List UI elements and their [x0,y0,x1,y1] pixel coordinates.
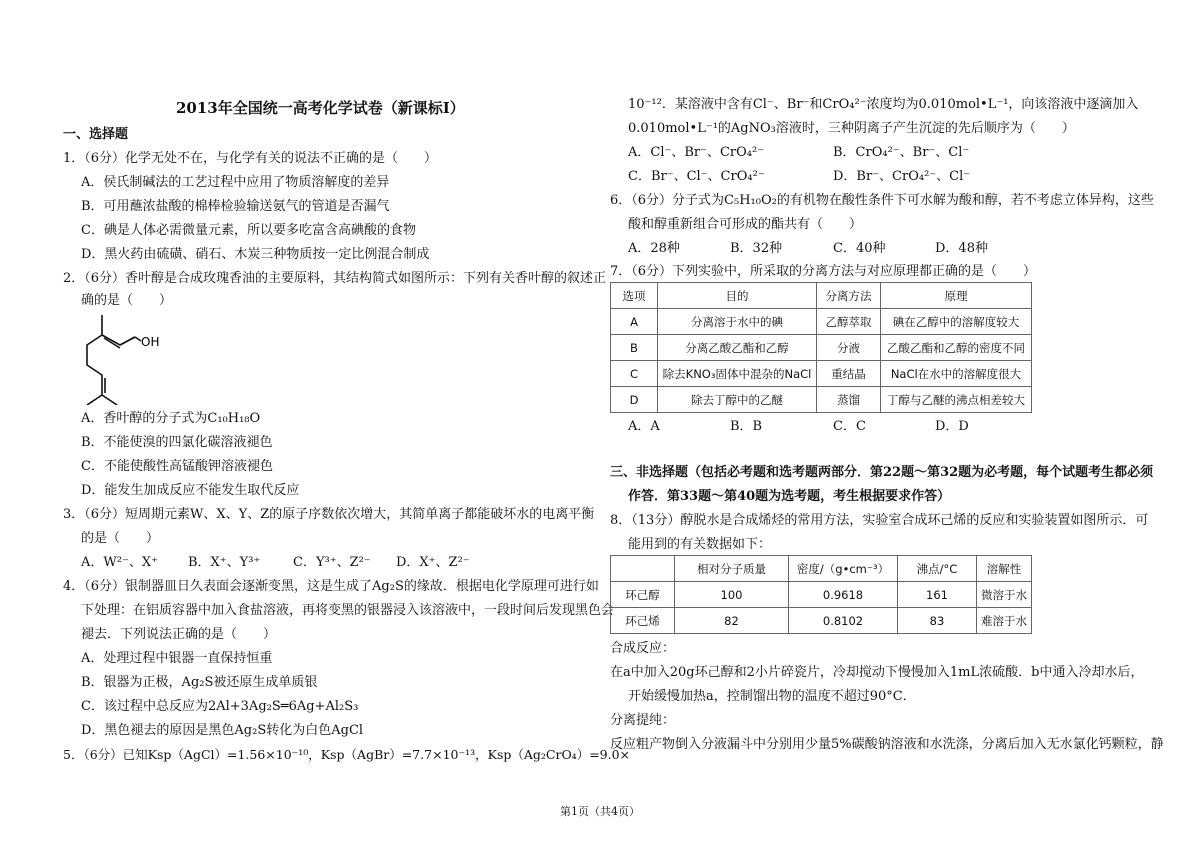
q6-stem-line2: 酸和醇重新组合可形成的酯共有（ ） [628,217,863,232]
q4-option-a: A．处理过程中银器一直保持恒重 [81,651,273,666]
geraniol-structure [75,310,185,405]
q4-option-c: C．该过程中总反应为2Al+3Ag₂S═6Ag+Al₂S₃ [81,699,359,714]
q6-option-d: D．48种 [935,241,988,256]
q4-option-b: B．银器为正极，Ag₂S被还原生成单质银 [81,675,318,690]
table-cell: B [611,335,658,361]
hydroxyl-label: OH [141,335,160,349]
q4-stem-line1: 4．（6分）银制器皿日久表面会逐渐变黑，这是生成了Ag₂S的缘故．根据电化学原理可进行如 [63,579,599,594]
q8-paragraph-1: 在a中加入20g环己醇和2小片碎瓷片，冷却搅动下慢慢加入1mL浓硫酸．b中通入冷却水后， [610,665,1144,680]
table-row [611,335,1032,361]
q7-option-c: C．C [833,419,866,434]
table-header-cell: 原理 [881,283,1032,309]
table-header-cell: 沸点/°C [898,556,977,582]
q3-option-b: B．X⁺、Y³⁺ [188,555,261,570]
q1-option-b: B．可用蘸浓盐酸的棉棒检验输送氨气的管道是否漏气 [81,199,390,214]
q1-option-a: A．侯氏制碱法的工艺过程中应用了物质溶解度的差异 [81,175,390,190]
q7-option-a: A．A [628,419,660,434]
table-cell: 分液 [817,335,881,361]
table-cell: 重结晶 [817,361,881,387]
q7-stem: 7．（6分）下列实验中，所采取的分离方法与对应原理都正确的是（ ） [610,264,1037,279]
table-header-row [611,283,1032,309]
q8-paragraph-3: 反应粗产物倒入分液漏斗中分别用少量5%碳酸钠溶液和水洗涤，分离后加入无水氯化钙颗粒，静 [610,737,1164,752]
table-cell: 环己醇 [611,582,675,608]
q3-option-d: D．X⁺、Z²⁻ [396,555,470,570]
q1-option-d: D．黑火药由硫磺、硝石、木炭三种物质按一定比例混合制成 [81,247,430,262]
table-header-cell [611,556,675,582]
q6-option-b: B．32种 [730,241,783,256]
table-cell: 82 [675,608,789,634]
page-footer: 第1页（共4页） [560,805,640,818]
q5-stem-line1: 5．（6分）已知Ksp（AgCl）=1.56×10⁻¹⁰，Ksp（AgBr）=7.7×10⁻¹³，Ksp（Ag₂CrO₄）=9.0× [63,747,631,762]
section-choice: 一、选择题 [63,127,129,142]
table-header-cell: 选项 [611,283,658,309]
table-cell: A [611,309,658,335]
table-cell: 0.9618 [789,582,898,608]
table-cell: 碘在乙醇中的溶解度较大 [881,309,1032,335]
table-cell: 环己烯 [611,608,675,634]
q5-option-c: C．Br⁻、Cl⁻、CrO₄²⁻ [628,169,765,184]
q2-stem-line2: 确的是（ ） [81,293,173,308]
table-row [611,608,1032,634]
table-cell: 难溶于水 [977,608,1032,634]
q1-stem: 1．（6分）化学无处不在，与化学有关的说法不正确的是（ ） [63,151,438,166]
q4-stem-line2: 下处理：在铝质容器中加入食盐溶液，再将变黑的银器浸入该溶液中，一段时间后发现黑色会 [81,603,615,618]
q8-paragraph-2: 开始缓慢加热a，控制馏出物的温度不超过90°C． [628,689,916,704]
table-cell: D [611,387,658,413]
table-cell: 0.8102 [789,608,898,634]
q4-stem-line3: 褪去．下列说法正确的是（ ） [81,627,277,642]
table-header-cell: 目的 [658,283,817,309]
q3-stem-line2: 的是（ ） [81,531,160,546]
q8-heading-purification: 分离提纯： [610,713,676,728]
q2-option-b: B．不能使溴的四氯化碳溶液褪色 [81,435,273,450]
section-nonchoice-line2: 作答．第33题～第40题为选考题，考生根据要求作答） [628,489,951,504]
q5-option-b: B．CrO₄²⁻、Br⁻、Cl⁻ [833,145,970,160]
q6-stem-line1: 6．（6分）分子式为C₅H₁₀O₂的有机物在酸性条件下可水解为酸和醇，若不考虑立体异构，这些 [610,193,1154,208]
table-cell: 丁醇与乙醚的沸点相差较大 [881,387,1032,413]
q4-option-d: D．黑色褪去的原因是黑色Ag₂S转化为白色AgCl [81,723,364,738]
table-header-cell: 相对分子质量 [675,556,789,582]
section-nonchoice-line1: 三、非选择题（包括必考题和选考题两部分．第22题～第32题为必考题，每个试题考生都必须 [610,465,1154,480]
q2-option-a: A．香叶醇的分子式为C₁₀H₁₈O [81,411,261,426]
table-row [611,309,1032,335]
q5-option-d: D．Br⁻、CrO₄²⁻、Cl⁻ [833,169,971,184]
table-cell: 乙醇萃取 [817,309,881,335]
q3-option-a: A．W²⁻、X⁺ [81,555,158,570]
q8-stem-line1: 8．（13分）醇脱水是合成烯烃的常用方法，实验室合成环己烯的反应和实验装置如图所示．可 [610,513,1149,528]
table-cell: 除去丁醇中的乙醚 [658,387,817,413]
q7-table [610,282,1032,413]
q1-option-c: C．碘是人体必需微量元素，所以要多吃富含高碘酸的食物 [81,223,416,238]
q2-option-d: D．能发生加成反应不能发生取代反应 [81,483,300,498]
q5-option-a: A．Cl⁻、Br⁻、CrO₄²⁻ [628,145,765,160]
table-header-cell: 溶解性 [977,556,1032,582]
q7-option-d: D．D [935,419,969,434]
table-cell: 分离乙酸乙酯和乙醇 [658,335,817,361]
table-cell: 乙酸乙酯和乙醇的密度不同 [881,335,1032,361]
q8-heading-synthesis: 合成反应： [610,641,676,656]
q8-data-table [610,555,1032,634]
table-row [611,387,1032,413]
table-row [611,361,1032,387]
q8-stem-line2: 能用到的有关数据如下： [628,537,772,552]
q2-option-c: C．不能使酸性高锰酸钾溶液褪色 [81,459,273,474]
table-header-cell: 密度/（g•cm⁻³） [789,556,898,582]
q6-option-a: A．28种 [628,241,680,256]
table-row [611,582,1032,608]
table-cell: 分离溶于水中的碘 [658,309,817,335]
table-cell: 除去KNO₃固体中混杂的NaCl [658,361,817,387]
table-cell: 100 [675,582,789,608]
q5-stem-line2: 10⁻¹²．某溶液中含有Cl⁻、Br⁻和CrO₄²⁻浓度均为0.010mol•L⁻¹，向该溶液中逐滴加入 [628,97,1139,112]
table-cell: NaCl在水中的溶解度很大 [881,361,1032,387]
q3-stem-line1: 3．（6分）短周期元素W、X、Y、Z的原子序数依次增大，其简单离子都能破坏水的电离平衡 [63,507,595,522]
page-title: 2013年全国统一高考化学试卷（新课标I） [176,99,465,117]
table-header-row [611,556,1032,582]
q3-option-c: C．Y³⁺、Z²⁻ [293,555,371,570]
q6-option-c: C．40种 [833,241,886,256]
q2-stem-line1: 2．（6分）香叶醇是合成玫瑰香油的主要原料，其结构简式如图所示：下列有关香叶醇的叙述正 [63,271,607,286]
table-cell: 蒸馏 [817,387,881,413]
table-cell: C [611,361,658,387]
table-cell: 微溶于水 [977,582,1032,608]
q7-option-b: B．B [730,419,763,434]
q5-stem-line3: 0.010mol•L⁻¹的AgNO₃溶液时，三种阴离子产生沉淀的先后顺序为（ ） [628,121,1075,136]
table-cell: 83 [898,608,977,634]
table-cell: 161 [898,582,977,608]
table-header-cell: 分离方法 [817,283,881,309]
